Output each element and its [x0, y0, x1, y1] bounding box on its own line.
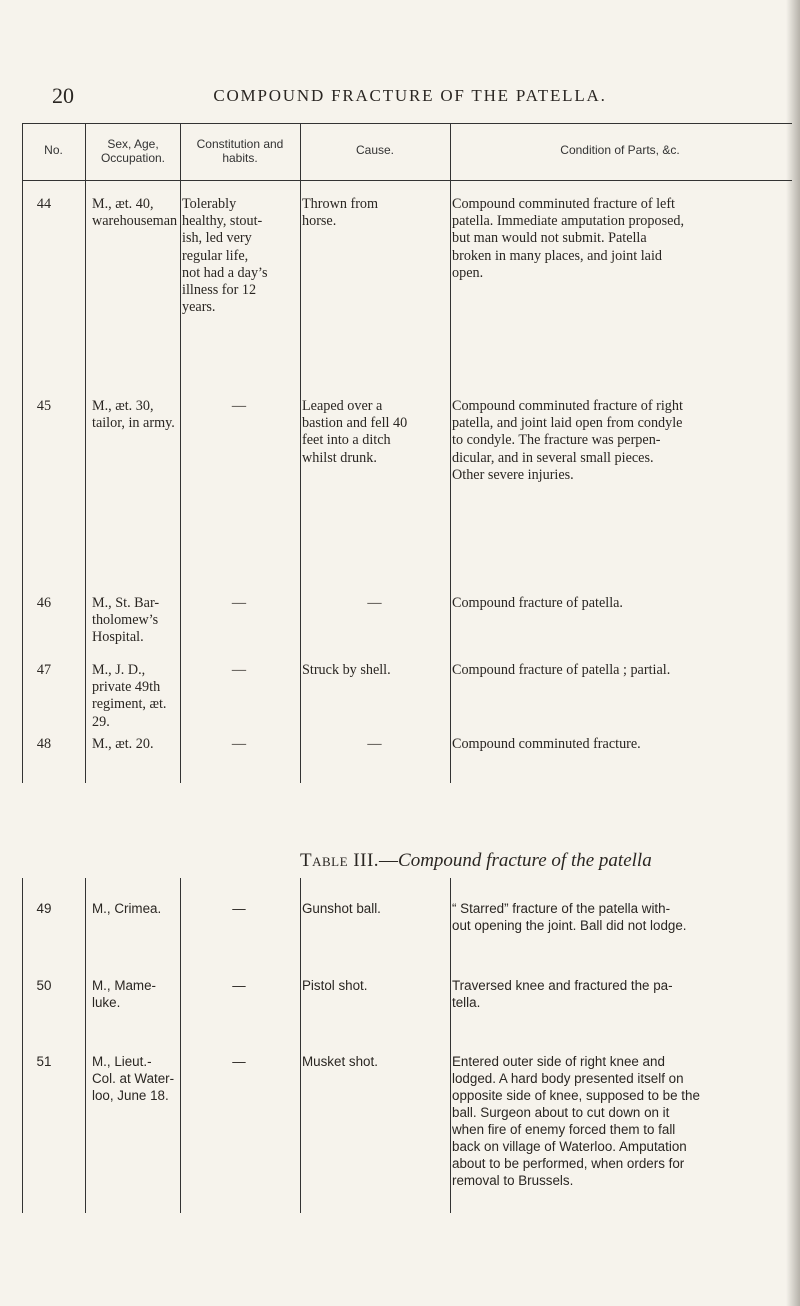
- cause-line: Musket shot.: [302, 1054, 378, 1069]
- table3-label: Table III.: [300, 850, 380, 871]
- constitution-habits: [182, 196, 296, 316]
- condition-of-parts-line: to condyle. The fracture was perpen-: [452, 432, 661, 449]
- sex-age-occupation-line: tailor, in army.: [92, 415, 175, 432]
- constitution-habits-line: —: [231, 736, 247, 752]
- condition-of-parts-line: but man would not submit. Patella: [452, 230, 647, 247]
- constitution-habits-line: ish, led very: [182, 230, 252, 247]
- constitution-habits-line: —: [232, 1054, 246, 1069]
- cause: [302, 977, 447, 994]
- condition-of-parts: [452, 196, 785, 282]
- condition-of-parts-line: removal to Brussels.: [452, 1173, 574, 1188]
- condition-of-parts: [452, 900, 785, 934]
- running-title: COMPOUND FRACTURE OF THE PATELLA.: [213, 86, 607, 105]
- condition-of-parts: [452, 1053, 785, 1189]
- cause: [345, 736, 405, 753]
- condition-of-parts: [452, 736, 785, 753]
- sex-age-occupation-line: loo, June 18.: [92, 1088, 169, 1103]
- condition-of-parts-line: broken in many places, and joint laid: [452, 247, 662, 264]
- condition-of-parts-line: lodged. A hard body presented itself on: [452, 1071, 684, 1086]
- cause: [345, 595, 405, 612]
- table3-subtitle: Compound fracture of the patella: [398, 850, 652, 871]
- table3-dash: —: [379, 850, 399, 871]
- constitution-habits: [209, 900, 269, 917]
- sex-age-occupation-line: warehouseman: [92, 213, 178, 230]
- sex-age-occupation-line: M., St. Bar-: [92, 595, 160, 611]
- header-constitution: Constitution and habits.: [196, 137, 284, 165]
- cause: [302, 1053, 447, 1070]
- condition-of-parts-line: back on village of Waterloo. Amputation: [452, 1139, 687, 1154]
- condition-of-parts-line: open.: [452, 264, 484, 281]
- sex-age-occupation: [92, 900, 178, 917]
- sex-age-occupation: [92, 196, 178, 230]
- constitution-habits-line: —: [232, 978, 246, 993]
- sex-age-occupation-line: M., æt. 20.: [92, 736, 154, 752]
- case-number: 44: [36, 196, 52, 212]
- condition-of-parts-line: ball. Surgeon about to cut down on it: [452, 1105, 670, 1120]
- constitution-habits-line: healthy, stout-: [182, 213, 263, 230]
- header-cause: Cause.: [355, 143, 395, 157]
- sex-age-occupation: [92, 977, 178, 1011]
- constitution-habits-line: —: [231, 398, 247, 414]
- constitution-habits-line: illness for 12: [182, 282, 257, 299]
- constitution-habits-line: years.: [182, 299, 216, 316]
- cause-line: —: [367, 736, 382, 752]
- sex-age-occupation-line: M., æt. 30,: [92, 398, 154, 414]
- table3-title: [300, 850, 652, 872]
- condition-of-parts-line: Compound comminuted fracture of left: [452, 196, 675, 212]
- sex-age-occupation: [92, 1053, 178, 1104]
- condition-of-parts: [452, 595, 785, 612]
- constitution-habits: [209, 595, 269, 612]
- condition-of-parts-line: Traversed knee and fractured the pa-: [452, 978, 673, 993]
- condition-of-parts-line: tella.: [452, 995, 481, 1010]
- condition-of-parts-line: Compound fracture of patella ; partial.: [452, 662, 671, 678]
- constitution-habits-line: —: [231, 595, 247, 611]
- condition-of-parts-line: Compound comminuted fracture.: [452, 736, 641, 752]
- case-number: 49: [36, 901, 52, 916]
- condition-of-parts: [452, 662, 785, 679]
- cause-line: Thrown from: [302, 196, 379, 212]
- sex-age-occupation-line: M., Crimea.: [92, 901, 162, 916]
- cause: [302, 398, 447, 467]
- condition-of-parts-line: about to be performed, when orders for: [452, 1156, 685, 1171]
- cause-line: Struck by shell.: [302, 662, 391, 678]
- case-number: 48: [36, 736, 52, 752]
- condition-of-parts-line: patella, and joint laid open from condyle: [452, 415, 683, 432]
- case-number: 46: [36, 595, 52, 611]
- case-number: 47: [36, 662, 52, 678]
- cause-line: feet into a ditch: [302, 432, 391, 449]
- condition-of-parts-line: out opening the joint. Ball did not lodge.: [452, 918, 687, 933]
- cause-line: Gunshot ball.: [302, 901, 381, 916]
- sex-age-occupation-line: M., J. D.,: [92, 662, 146, 678]
- cause-line: —: [367, 595, 382, 611]
- header-sex-age-occupation: Sex, Age, Occupation.: [100, 137, 166, 165]
- cause-line: bastion and fell 40: [302, 415, 408, 432]
- sex-age-occupation-line: Col. at Water-: [92, 1071, 175, 1086]
- condition-of-parts-line: Entered outer side of right knee and: [452, 1054, 665, 1069]
- sex-age-occupation-line: M., æt. 40,: [92, 196, 154, 212]
- page-number: 20: [52, 83, 74, 108]
- cause: [302, 662, 447, 679]
- sex-age-occupation-line: M., Lieut.-: [92, 1054, 152, 1069]
- sex-age-occupation-line: M., Mame-: [92, 978, 156, 993]
- constitution-habits: [209, 398, 269, 415]
- cause-line: Pistol shot.: [302, 978, 368, 993]
- constitution-habits: [209, 1053, 269, 1070]
- sex-age-occupation-line: tholomew’s: [92, 612, 159, 629]
- condition-of-parts-line: dicular, and in several small pieces.: [452, 449, 654, 466]
- condition-of-parts-line: patella. Immediate amputation proposed,: [452, 213, 685, 230]
- case-number: 51: [36, 1054, 52, 1069]
- condition-of-parts-line: “ Starred” fracture of the patella with-: [452, 901, 671, 916]
- sex-age-occupation: [92, 398, 178, 432]
- constitution-habits: [209, 977, 269, 994]
- constitution-habits: [209, 662, 269, 679]
- condition-of-parts-line: Compound comminuted fracture of right: [452, 398, 683, 414]
- condition-of-parts-line: Other severe injuries.: [452, 466, 574, 483]
- sex-age-occupation: [92, 595, 178, 647]
- sex-age-occupation: [92, 662, 178, 731]
- constitution-habits: [209, 736, 269, 753]
- cause: [302, 900, 447, 917]
- condition-of-parts: [452, 977, 785, 1011]
- sex-age-occupation-line: luke.: [92, 995, 121, 1010]
- case-number: 45: [36, 398, 52, 414]
- sex-age-occupation-line: 29.: [92, 713, 110, 730]
- cause-line: horse.: [302, 213, 337, 230]
- constitution-habits-line: Tolerably: [182, 196, 237, 212]
- cause-line: Leaped over a: [302, 398, 383, 414]
- sex-age-occupation-line: regiment, æt.: [92, 696, 167, 713]
- case-number: 50: [36, 978, 52, 993]
- sex-age-occupation-line: Hospital.: [92, 629, 144, 646]
- constitution-habits-line: —: [232, 901, 246, 916]
- cause-line: whilst drunk.: [302, 449, 377, 466]
- header-no: No.: [44, 143, 63, 157]
- constitution-habits-line: —: [231, 662, 247, 678]
- condition-of-parts-line: opposite side of knee, supposed to be the: [452, 1088, 700, 1103]
- condition-of-parts: [452, 398, 785, 484]
- constitution-habits-line: regular life,: [182, 247, 249, 264]
- sex-age-occupation-line: private 49th: [92, 679, 161, 696]
- header-condition: Condition of Parts, &c.: [560, 143, 680, 157]
- condition-of-parts-line: Compound fracture of patella.: [452, 595, 623, 611]
- sex-age-occupation: [92, 736, 178, 753]
- condition-of-parts-line: when fire of enemy forced them to fall: [452, 1122, 676, 1137]
- page-edge-shadow: [786, 0, 800, 1306]
- cause: [302, 196, 447, 230]
- constitution-habits-line: not had a day’s: [182, 264, 268, 281]
